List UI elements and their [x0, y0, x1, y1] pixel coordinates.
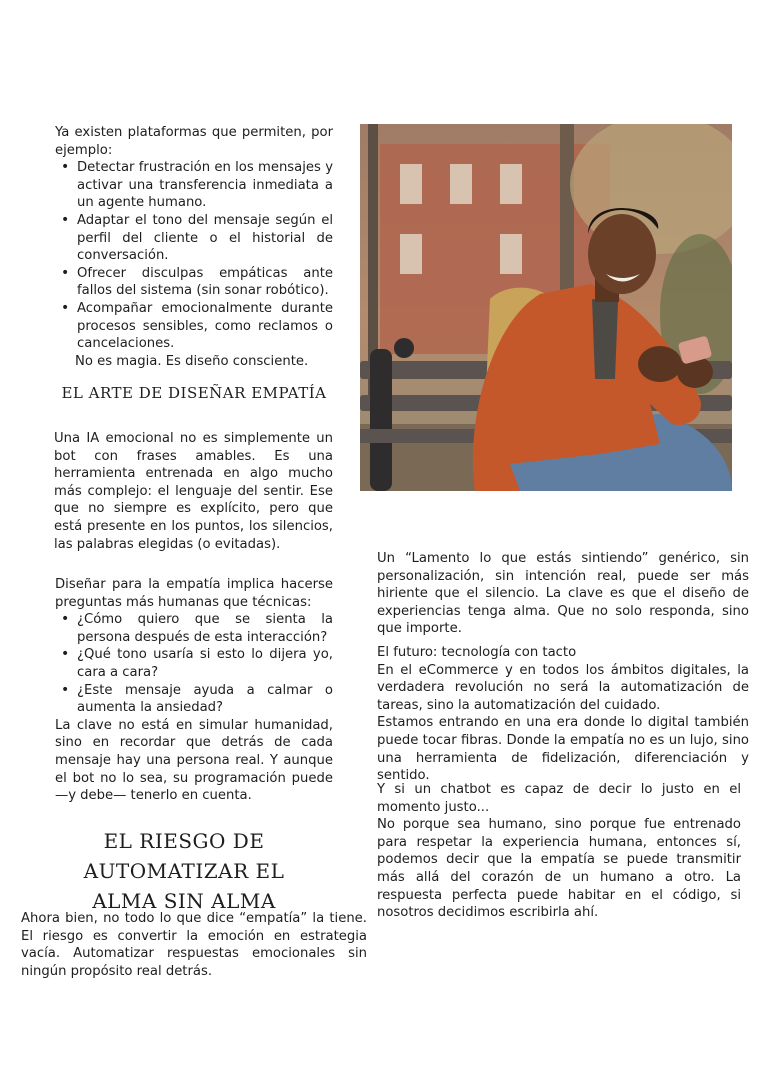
arte-paragraph: Una IA emocional no es simplemente un bot con frases amables. Es una herramienta entrenada en algo mucho más complejo: el lenguaje del sentir. Ese que no siempre es explícito, pero que está presente en los puntos, los silencios, las palabras elegidas (o evitadas). [54, 431, 333, 552]
heading-line: ALMA SIN ALMA [92, 889, 276, 913]
section-heading-arte: EL ARTE DE DISEÑAR EMPATÍA [61, 384, 327, 402]
intro-block [55, 124, 333, 370]
section-heading-riesgo [22, 826, 346, 916]
list-item: • ¿Cómo quiero que se sienta la persona después de esta interacción? [77, 611, 333, 646]
questions-list [55, 611, 333, 717]
design-questions-block [55, 576, 333, 805]
design-questions-closing: La clave no está en simular humanidad, sino en recordar que detrás de cada mensaje hay una persona real. Y aunque el bot no lo sea, su programación puede —y debe— tenerlo en cuenta. [55, 717, 333, 804]
riesgo-paragraph: Ahora bien, no todo lo que dice “empatía” la tiene. El riesgo es convertir la emoción en estrategia vacía. Automatizar respuestas emocionales sin ningún propósito real detrás. [21, 911, 367, 979]
lamento-paragraph: Un “Lamento lo que estás sintiendo” genérico, sin personalización, sin intención real, puede ser más hiriente que el silencio. La clave es que el diseño de experiencias tenga alma. Que no solo responda, sino que importe. [377, 551, 749, 637]
list-item: • Ofrecer disculpas empáticas ante fallos del sistema (sin sonar robótico). [77, 265, 333, 300]
list-item: • Acompañar emocionalmente durante procesos sensibles, como reclamos o cancelaciones. [77, 300, 333, 353]
futuro-title: El futuro: tecnología con tacto [377, 645, 577, 660]
intro-closing: No es magia. Es diseño consciente. [75, 353, 309, 369]
futuro-paragraph: Estamos entrando en una era donde lo digital también puede tocar fibras. Donde la empatía no es un lujo, sino una herramienta de fidelización, diferenciación y sentido. [377, 715, 749, 784]
list-item: • Detectar frustración en los mensajes y activar una transferencia inmediata a un agente humano. [77, 159, 333, 212]
list-item: • ¿Este mensaje ayuda a calmar o aumenta la ansiedad? [77, 682, 333, 717]
futuro-block [377, 644, 749, 785]
platform-list [55, 159, 333, 353]
heading-line: EL RIESGO DE AUTOMATIZAR EL [83, 829, 285, 883]
list-item: • ¿Qué tono usaría si esto lo dijera yo, cara a cara? [77, 646, 333, 681]
chatbot-paragraph: Y si un chatbot es capaz de decir lo justo en el momento justo... [377, 782, 741, 815]
photo-man-on-bench [360, 124, 732, 491]
chatbot-paragraph: No porque sea humano, sino porque fue entrenado para respetar la experiencia humana, entonces sí, podemos decir que la empatía se puede transmitir más allá del corazón de un humano a otro. La respuesta perfecta puede habitar en el código, si nosotros decidimos escribirla ahí. [377, 817, 741, 921]
list-item: • Adaptar el tono del mensaje según el perfil del cliente o el historial de conversación. [77, 212, 333, 265]
chatbot-block [377, 781, 741, 922]
design-questions-lead: Diseñar para la empatía implica hacerse preguntas más humanas que técnicas: [55, 577, 333, 610]
futuro-paragraph: En el eCommerce y en todos los ámbitos digitales, la verdadera revolución no será la automatización de tareas, sino la automatización del cuidado. [377, 662, 749, 713]
intro-lead: Ya existen plataformas que permiten, por ejemplo: [55, 125, 333, 158]
